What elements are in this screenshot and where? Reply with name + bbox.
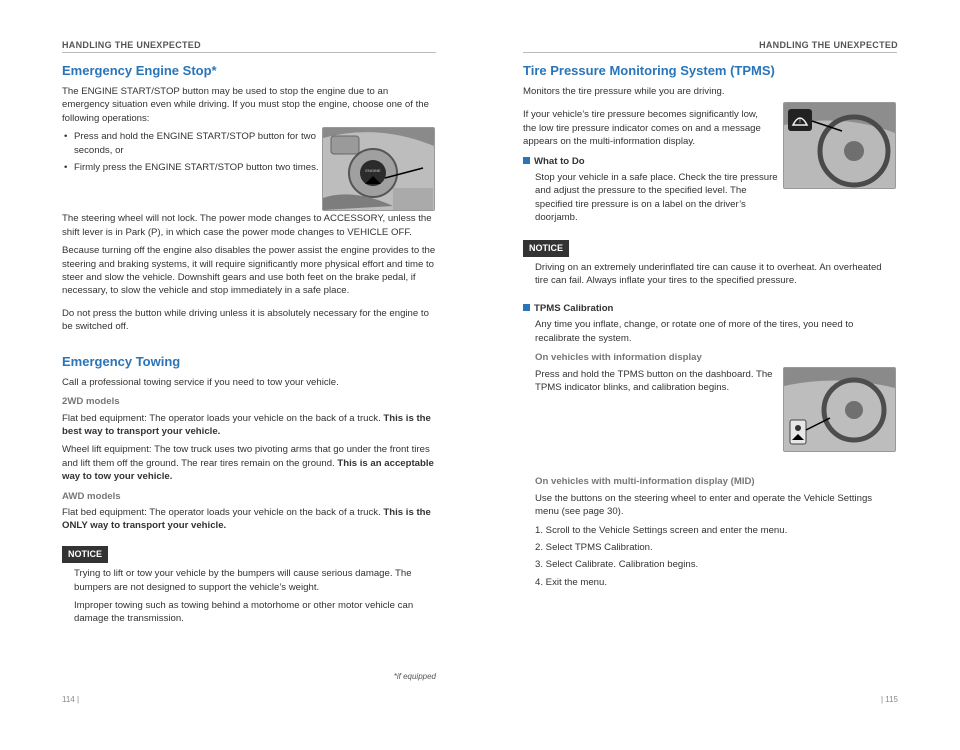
power-assist-para: Because turning off the engine also disables the power assist the engine provides to the steering and braking systems, it will require significantly more physical effort and time to steer and slow the vehicle. Downshift gears and use both feet on the brake pedal, if necessary, to slow the vehicle and stop immediately in a safe place.: [62, 245, 436, 297]
flatbed-awd: Flat bed equipment: The operator loads your vehicle on the back of a truck. This is the ONLY way to transport your vehicle.: [62, 506, 431, 532]
page-number: 114 |: [62, 695, 80, 704]
wheel-lift: Wheel lift equipment: The tow truck uses two pivoting arms that go under the front tires and lift them off the ground. The rear tires remain on the ground. This is an acceptable way to tow your vehicle.: [62, 444, 434, 483]
emergency-stop-intro: The ENGINE START/STOP button may be used to stop the engine due to an emergency situation even while driving. If you must stop the engine, choose one of the following operations:: [62, 86, 429, 124]
running-head: HANDLING THE UNEXPECTED: [759, 40, 898, 50]
tpms-indicator-photo: [783, 102, 896, 189]
sub-awd: AWD models: [62, 490, 121, 502]
svg-text:!: !: [799, 118, 801, 125]
step-item: 3. Select Calibrate. Calibration begins.: [535, 559, 699, 571]
steering-para: The steering wheel will not lock. The power mode changes to ACCESSORY, unless the shift lever is in Park (P), in which case the power mode changes to VEHICLE OFF.: [62, 213, 432, 238]
page-number: | 115: [880, 695, 898, 704]
sub-mid: On vehicles with multi-information display (MID): [535, 476, 755, 488]
tpms-button-photo: [783, 367, 896, 452]
notice-improper-towing: Improper towing such as towing behind a motorhome or other motor vehicle can damage the transmission.: [74, 599, 414, 625]
notice-underinflated: Driving on an extremely underinflated tire can cause it to overheat. An overheated tire can fail. Always inflate your tires to the specified pressure.: [535, 262, 882, 287]
calibration-steps: [523, 524, 897, 590]
sub-2wd: 2WD models: [62, 396, 120, 408]
tpms-intro: Monitors the tire pressure while you are driving.: [523, 86, 725, 97]
square-bullet-icon: [523, 157, 530, 164]
step-item: 1. Scroll to the Vehicle Settings screen and enter the menu.: [535, 524, 788, 536]
step-item: 4. Exit the menu.: [535, 576, 607, 588]
do-not-press-para: Do not press the button while driving unless it is absolutely necessary for the engine to be switched off.: [62, 307, 429, 333]
square-bullet-icon: [523, 304, 530, 311]
towing-heading: Emergency Towing: [62, 353, 181, 369]
bullet-press-twice: • Firmly press the ENGINE START/STOP button two times.: [62, 161, 319, 174]
step-item: 2. Select TPMS Calibration.: [535, 541, 653, 553]
notice-bumpers: Trying to lift or tow your vehicle by the bumpers will cause serious damage. The bumpers are not designed to support the vehicle’s weight.: [74, 568, 412, 593]
svg-text:ENGINE: ENGINE: [365, 168, 381, 173]
header-rule: [523, 52, 897, 53]
flatbed-2wd: Flat bed equipment: The operator loads your vehicle on the back of a truck. This is the best way to transport your vehicle.: [62, 412, 431, 437]
running-head: HANDLING THE UNEXPECTED: [62, 40, 201, 50]
notice-badge: NOTICE: [523, 240, 569, 257]
tpms-calibration-heading: TPMS Calibration: [523, 302, 897, 315]
emergency-stop-heading: Emergency Engine Stop*: [62, 63, 217, 78]
info-display-text: Press and hold the TPMS button on the dashboard. The TPMS indicator blinks, and calibration begins.: [535, 368, 773, 393]
header-rule: [62, 52, 436, 53]
what-to-do-text: Stop your vehicle in a safe place. Check the tire pressure and adjust the pressure to the specified level. The specified tire pressure is on a label on the driver’s doorjamb.: [535, 172, 778, 224]
bullet-press-hold: • Press and hold the ENGINE START/STOP button for two seconds, or: [62, 130, 319, 157]
tpms-heading: Tire Pressure Monitoring System (TPMS): [523, 63, 775, 78]
calibration-text: Any time you inflate, change, or rotate one of more of the tires, you need to recalibrate the system.: [535, 319, 854, 344]
towing-intro: Call a professional towing service if you need to tow your vehicle.: [62, 376, 339, 388]
tpms-low-pressure-para: If your vehicle’s tire pressure becomes significantly low, the low tire pressure indicator comes on and a message appears on the multi-information display.: [523, 109, 761, 148]
engine-start-stop-photo: [322, 127, 435, 211]
footnote: *if equipped: [393, 672, 436, 681]
notice-badge: NOTICE: [62, 546, 108, 563]
what-to-do-heading: What to Do: [523, 155, 897, 168]
right-page: [480, 0, 960, 750]
sub-info-display: On vehicles with information display: [535, 352, 702, 364]
mid-text: Use the buttons on the steering wheel to enter and operate the Vehicle Settings menu (see page 30).: [535, 492, 873, 518]
